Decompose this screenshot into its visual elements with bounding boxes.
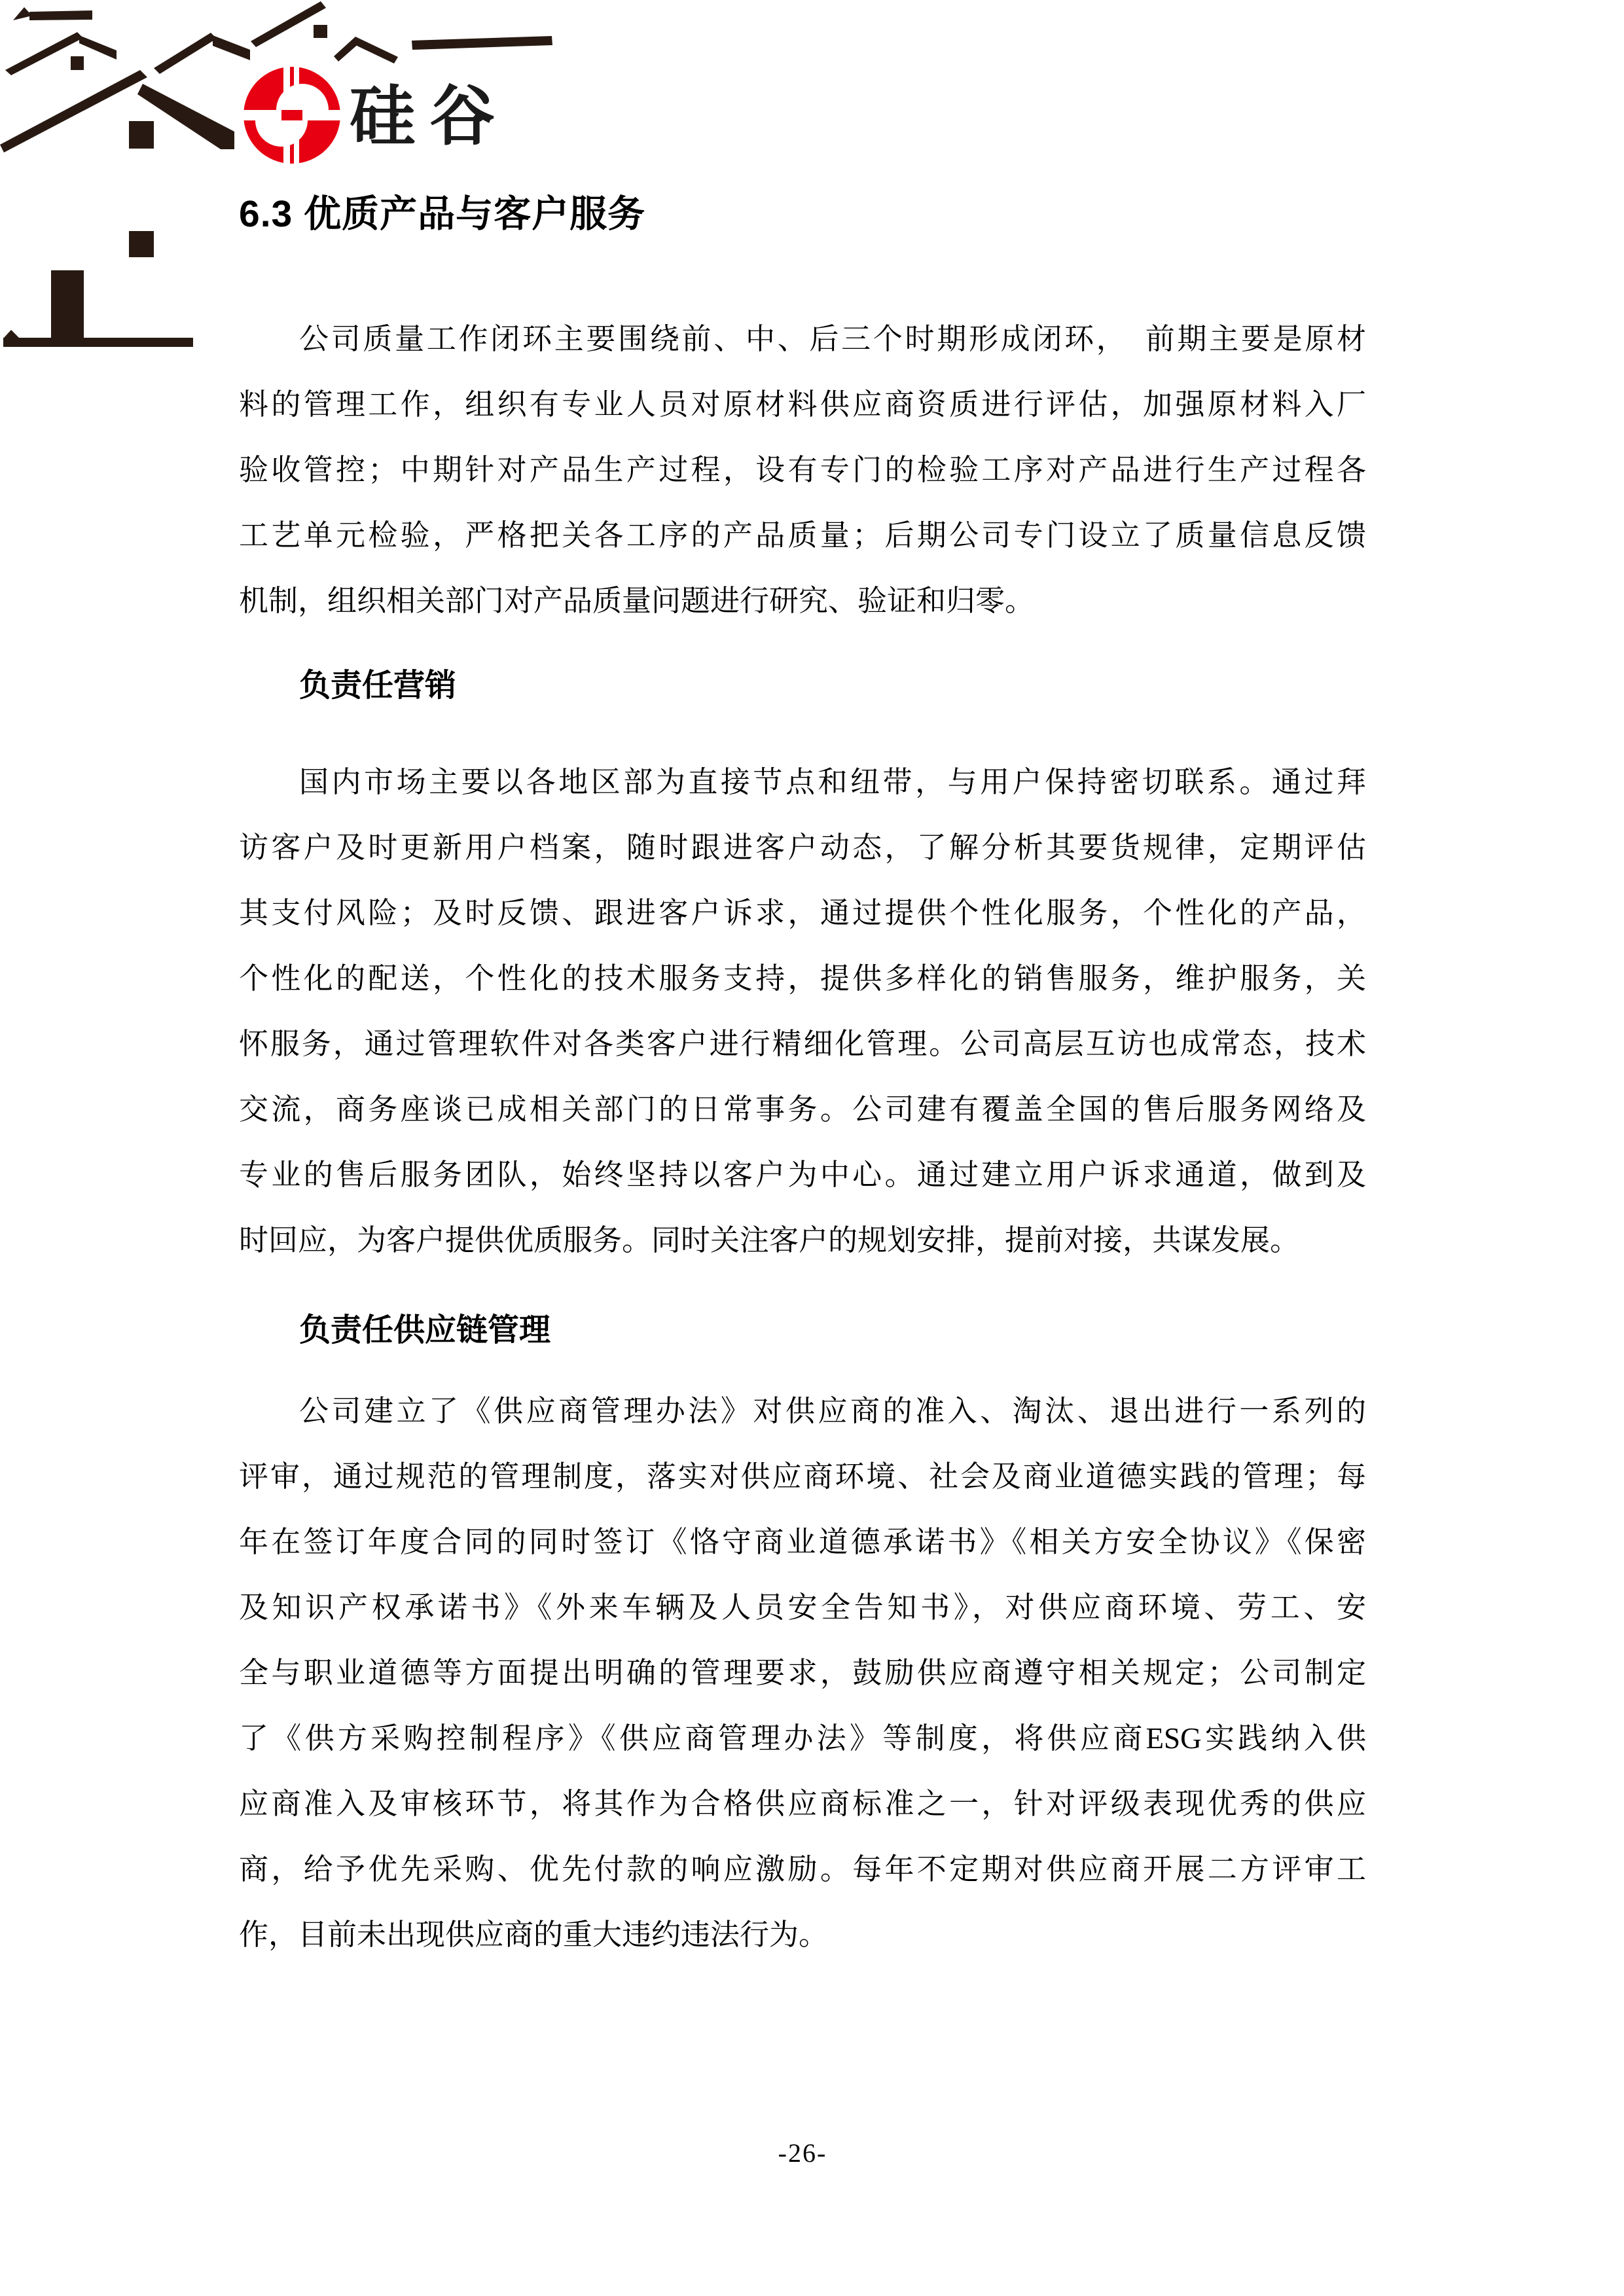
paragraph-line: 年在签订年度合同的同时签订《恪守商业道德承诺书》《相关方安全协议》《保密 — [239, 1526, 1366, 1558]
paragraph-marketing — [239, 749, 1366, 1273]
paragraph-quality-loop — [239, 306, 1366, 634]
paragraph-line: 怀服务，通过管理软件对各类客户进行精细化管理。公司高层互访也成常态，技术 — [239, 1028, 1366, 1060]
paragraph-line: 个性化的配送，个性化的技术服务支持，提供多样化的销售服务，维护服务，关 — [239, 962, 1366, 995]
paragraph-line: 全与职业道德等方面提出明确的管理要求，鼓励供应商遵守相关规定；公司制定 — [239, 1657, 1366, 1689]
paragraph-line: 工艺单元检验，严格把关各工序的产品质量；后期公司专门设立了质量信息反馈 — [239, 519, 1366, 552]
subheading-responsible-marketing: 负责任营销 — [299, 668, 457, 703]
paragraph-line: 其支付风险；及时反馈、跟进客户诉求，通过提供个性化服务，个性化的产品， — [239, 897, 1366, 929]
section-heading: 6.3 优质产品与客户服务 — [239, 193, 646, 235]
paragraph-line: 及知识产权承诺书》《外来车辆及人员安全告知书》，对供应商环境、劳工、安 — [239, 1591, 1366, 1624]
subheading-responsible-supply-chain: 负责任供应链管理 — [299, 1313, 551, 1348]
paragraph-line: 机制，组织相关部门对产品质量问题进行研究、验证和归零。 — [239, 584, 1035, 617]
paragraph-line: 商，给予优先采购、优先付款的响应激励。每年不定期对供应商开展二方评审工 — [239, 1853, 1366, 1886]
document-body — [239, 0, 1366, 2170]
paragraph-line: 专业的售后服务团队，始终坚持以客户为中心。通过建立用户诉求通道，做到及 — [239, 1158, 1366, 1191]
paragraph-line: 公司质量工作闭环主要围绕前、中、后三个时期形成闭环， 前期主要是原材 — [299, 323, 1366, 355]
paragraph-line: 国内市场主要以各地区部为直接节点和纽带，与用户保持密切联系。通过拜 — [299, 766, 1366, 798]
paragraph-line: 交流，商务座谈已成相关部门的日常事务。公司建有覆盖全国的售后服务网络及 — [239, 1093, 1366, 1126]
paragraph-line: 公司建立了《供应商管理办法》对供应商的准入、淘汰、退出进行一系列的 — [299, 1395, 1366, 1427]
brand-name: 硅谷 — [350, 80, 509, 153]
paragraph-line: 访客户及时更新用户档案，随时跟进客户动态，了解分析其要货规律，定期评估 — [239, 831, 1366, 864]
page-number: -26- — [778, 2138, 827, 2168]
paragraph-line: 验收管控；中期针对产品生产过程，设有专门的检验工序对产品进行生产过程各 — [239, 454, 1366, 486]
paragraph-line: 了《供方采购控制程序》《供应商管理办法》等制度，将供应商ESG实践纳入供 — [239, 1722, 1366, 1755]
paragraph-line: 评审，通过规范的管理制度，落实对供应商环境、社会及商业道德实践的管理；每 — [239, 1460, 1366, 1493]
paragraph-line: 时回应，为客户提供优质服务。同时关注客户的规划安排，提前对接，共谋发展。 — [239, 1224, 1300, 1257]
paragraph-line: 作，目前未出现供应商的重大违约违法行为。 — [239, 1918, 829, 1951]
paragraph-supply-chain — [239, 1378, 1366, 1967]
paragraph-line: 料的管理工作，组织有专业人员对原材料供应商资质进行评估，加强原材料入厂 — [239, 388, 1366, 421]
paragraph-line: 应商准入及审核环节，将其作为合格供应商标准之一，针对评级表现优秀的供应 — [239, 1787, 1366, 1820]
